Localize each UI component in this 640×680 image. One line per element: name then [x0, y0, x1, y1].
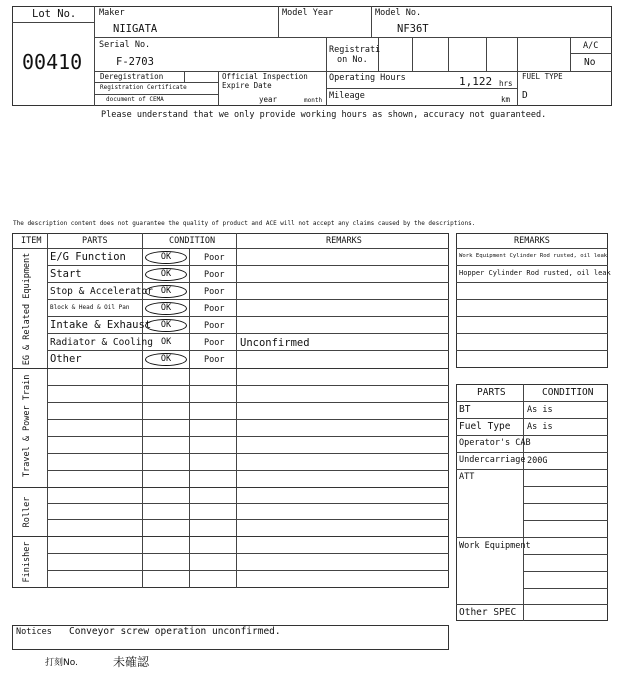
ok-circled: OK: [145, 319, 187, 332]
operating-hours-label: Operating Hours: [329, 73, 406, 83]
stamp-label: 打刻No.: [45, 658, 78, 668]
divider: [456, 604, 608, 605]
divider: [456, 537, 608, 538]
poor-label: Poor: [204, 253, 225, 263]
side-condition: As is: [527, 405, 553, 415]
divider: [456, 350, 608, 351]
fuel-type-label: FUEL TYPE: [522, 72, 563, 81]
ac-label: A/C: [583, 41, 599, 51]
lot-no-value: 00410: [22, 50, 83, 74]
divider: [456, 401, 608, 402]
divider: [523, 588, 608, 589]
col-item: ITEM: [21, 236, 42, 246]
section-travel-power-train: Travel & Power Train: [22, 374, 32, 477]
divider: [448, 37, 449, 71]
official-inspection-label-1: Official Inspection: [222, 72, 308, 81]
ok-circled: OK: [145, 285, 187, 298]
divider: [47, 265, 449, 266]
fuel-type-value: D: [522, 90, 528, 101]
divider: [47, 316, 449, 317]
divider: [47, 282, 449, 283]
operating-hours-value: 1,122: [459, 75, 493, 88]
part-label: Other: [50, 353, 82, 365]
part-label: Start: [50, 268, 82, 280]
side-part: Fuel Type: [459, 421, 511, 432]
col-parts: PARTS: [82, 236, 108, 246]
divider: [523, 486, 608, 487]
hrs-unit: hrs: [499, 79, 513, 88]
remark-value: Unconfirmed: [240, 337, 310, 349]
divider: [456, 299, 608, 300]
divider: [486, 37, 487, 71]
working-hours-notice: Please understand that we only provide working hours as shown, accuracy not guaranteed.: [101, 110, 547, 120]
divider: [456, 469, 608, 470]
divider: [47, 470, 449, 471]
official-inspection-label-2: Expire Date: [222, 81, 272, 90]
notices-label: Notices: [16, 627, 52, 637]
section-roller: Roller: [22, 496, 32, 528]
deregistration-label: Deregistration: [100, 72, 164, 81]
registration-certificate-label: Registration Certificate: [100, 84, 187, 91]
divider: [94, 37, 612, 38]
divider: [326, 88, 517, 89]
divider: [12, 22, 94, 23]
side-remark: Work Equipment Cylinder Rod rusted, oil leak: [459, 253, 608, 259]
ok-circled: OK: [145, 353, 187, 366]
ok-circled: OK: [145, 302, 187, 315]
divider: [12, 368, 449, 369]
divider: [218, 71, 219, 106]
stamp-value: 未確認: [113, 655, 150, 669]
divider: [12, 536, 449, 537]
divider: [47, 385, 449, 386]
serial-no-label: Serial No.: [99, 40, 151, 50]
part-label: Block & Head & Oil Pan: [50, 304, 130, 311]
divider: [12, 248, 449, 249]
poor-label: Poor: [204, 287, 225, 297]
poor-label: Poor: [204, 338, 225, 348]
divider: [47, 419, 449, 420]
maker-label: Maker: [99, 8, 125, 18]
section-finisher: Finisher: [22, 541, 32, 583]
divider: [47, 350, 449, 351]
divider: [236, 233, 237, 588]
side-part: Operator's CAB: [459, 438, 531, 448]
description-disclaimer: The description content does not guarantee the quality of product and ACE will not accept any claims caused by the descriptions.: [13, 220, 476, 227]
divider: [184, 71, 185, 82]
ok-label: OK: [161, 337, 172, 347]
mileage-label: Mileage: [329, 91, 365, 101]
registration-label-1: Registrati: [329, 45, 381, 55]
divider: [371, 6, 372, 37]
divider: [47, 233, 48, 588]
divider: [94, 82, 218, 83]
ok-circled: OK: [145, 251, 187, 264]
ac-value: No: [584, 57, 596, 68]
divider: [456, 282, 608, 283]
poor-label: Poor: [204, 355, 225, 365]
model-no-label: Model No.: [375, 8, 422, 18]
divider: [47, 299, 449, 300]
side-parts-col-parts: PARTS: [477, 387, 506, 398]
work-equipment-label: Work Equipment: [459, 541, 531, 551]
divider: [47, 453, 449, 454]
divider: [47, 570, 449, 571]
side-part: ATT: [459, 472, 475, 482]
side-part: BT: [459, 404, 471, 415]
part-label: E/G Function: [50, 251, 126, 263]
side-condition: 200G: [527, 456, 548, 466]
poor-label: Poor: [204, 321, 225, 331]
divider: [456, 265, 608, 266]
month-label: month: [304, 97, 323, 104]
divider: [456, 418, 608, 419]
divider: [47, 553, 449, 554]
divider: [456, 248, 608, 249]
divider: [523, 520, 608, 521]
divider: [523, 503, 608, 504]
divider: [47, 436, 449, 437]
notices-text: Conveyor screw operation unconfirmed.: [69, 626, 281, 637]
divider: [570, 53, 612, 54]
registration-label-2: on No.: [337, 55, 368, 65]
divider: [47, 519, 449, 520]
model-no-value: NF36T: [397, 23, 429, 35]
col-remarks: REMARKS: [326, 236, 362, 246]
divider: [456, 435, 608, 436]
km-unit: km: [501, 95, 511, 104]
side-remarks-header: REMARKS: [514, 236, 550, 246]
divider: [47, 503, 449, 504]
other-spec-label: Other SPEC: [459, 607, 517, 618]
lot-no-label: Lot No.: [32, 8, 77, 20]
part-label: Intake & Exhaust: [50, 319, 152, 331]
divider: [456, 316, 608, 317]
side-condition: As is: [527, 422, 553, 432]
divider: [570, 37, 571, 71]
section-eg-related: EG & Related Equipment: [22, 252, 32, 366]
ok-circled: OK: [145, 268, 187, 281]
maker-value: NIIGATA: [113, 23, 158, 35]
divider: [94, 94, 218, 95]
divider: [47, 402, 449, 403]
divider: [456, 452, 608, 453]
poor-label: Poor: [204, 270, 225, 280]
divider: [523, 571, 608, 572]
divider: [94, 6, 95, 106]
divider: [278, 6, 279, 37]
side-remark: Hopper Cylinder Rod rusted, oil leak: [459, 269, 611, 277]
divider: [47, 333, 449, 334]
model-year-label: Model Year: [282, 8, 334, 18]
year-label: year: [259, 95, 278, 104]
divider: [456, 333, 608, 334]
side-part: Undercarriage: [459, 455, 526, 465]
divider: [523, 554, 608, 555]
poor-label: Poor: [204, 304, 225, 314]
divider: [517, 37, 518, 106]
side-parts-col-condition: CONDITION: [542, 387, 594, 398]
part-label: Radiator & Cooling: [50, 337, 153, 348]
col-condition: CONDITION: [169, 236, 216, 246]
divider: [412, 37, 413, 71]
document-of-cema-label: document of CEMA: [106, 96, 164, 103]
serial-no-value: F-2703: [116, 56, 154, 68]
divider: [326, 37, 327, 106]
divider: [12, 487, 449, 488]
part-label: Stop & Accelerator: [50, 286, 153, 297]
